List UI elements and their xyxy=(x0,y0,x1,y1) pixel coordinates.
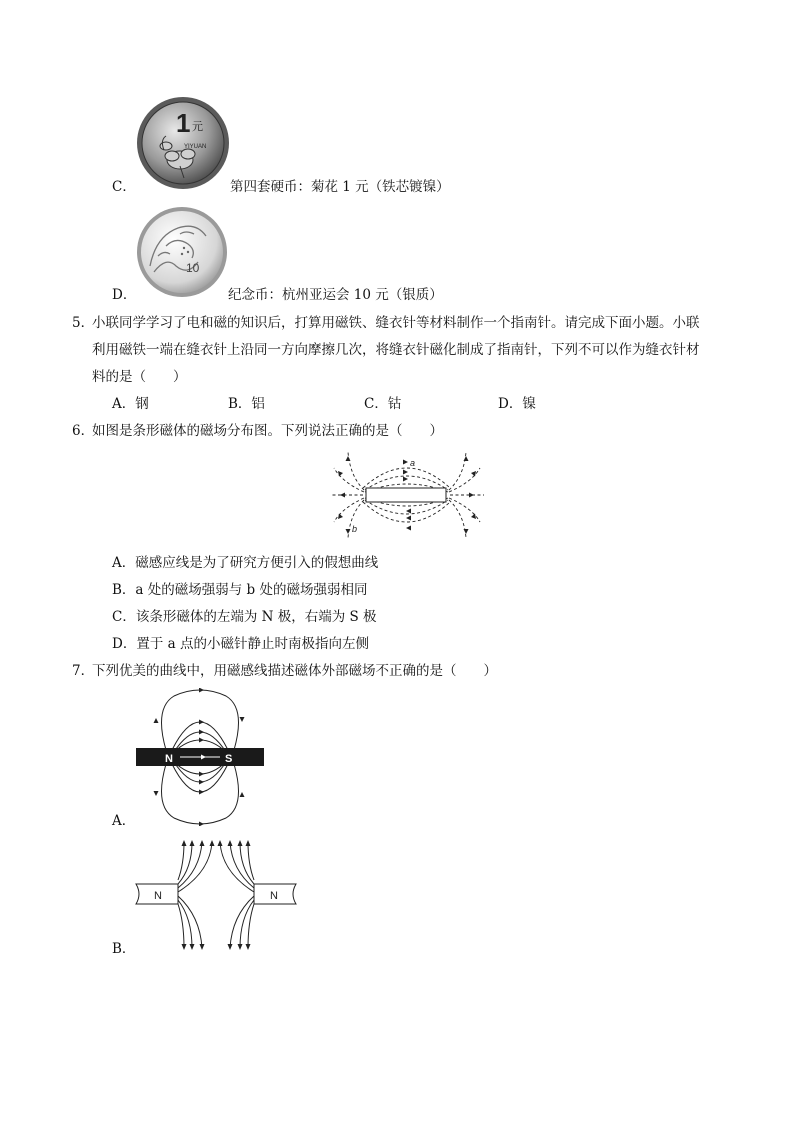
q5-option-b: B．铝 xyxy=(228,396,265,412)
q5-stem-line1: 小联同学学习了电和磁的知识后，打算用磁铁、缝衣针等材料制作一个指南针。请完成下面小题。小联 xyxy=(92,315,700,331)
q7-a-left-pole: N xyxy=(165,753,173,765)
q7-option-b-label: B． xyxy=(112,941,136,957)
q5-stem-line3: 料的是（ ） xyxy=(92,369,187,385)
q6-option-c: C．该条形磁体的左端为 N 极，右端为 S 极 xyxy=(112,609,377,625)
option-d-label: D． xyxy=(112,287,137,303)
q5-option-a: A．钢 xyxy=(112,396,149,412)
option-c-label: C． xyxy=(112,179,136,195)
q6-option-d: D．置于 a 点的小磁针静止时南极指向左侧 xyxy=(112,636,369,652)
q5-option-c: C．钴 xyxy=(364,396,402,412)
q7-a-right-pole: S xyxy=(225,753,233,765)
q6-stem: 如图是条形磁体的磁场分布图。下列说法正确的是（ ） xyxy=(92,423,443,439)
q6-option-b: B．a 处的磁场强弱与 b 处的磁场强弱相同 xyxy=(112,582,368,598)
q7-stem: 下列优美的曲线中，用磁感线描述磁体外部磁场不正确的是（ ） xyxy=(92,663,497,679)
q6-bar-magnet-field-figure xyxy=(328,446,486,544)
q7-number: 7． xyxy=(72,663,95,679)
q5-number: 5． xyxy=(72,315,95,331)
option-c-caption: 第四套硬币：菊花 1 元（铁芯镀镍） xyxy=(230,179,450,195)
q7-option-b-figure xyxy=(134,838,298,954)
coin-d-value: 10 xyxy=(186,261,200,275)
option-d-caption: 纪念币：杭州亚运会 10 元（银质） xyxy=(228,287,443,303)
coin-c-value: 1 xyxy=(176,108,191,138)
q5-stem-line2: 利用磁铁一端在缝衣针上沿同一方向摩擦几次，将缝衣针磁化制成了指南针，下列不可以作为缝衣针材 xyxy=(92,342,700,358)
coin-c-unit: 元 xyxy=(192,121,203,133)
q5-option-d: D．镍 xyxy=(498,396,536,412)
q6-point-b-label: b xyxy=(352,524,358,534)
q7-option-a-figure xyxy=(134,688,266,826)
q6-point-a-label: a xyxy=(410,458,416,468)
option-d-coin xyxy=(136,206,228,298)
q7-b-right-pole: N xyxy=(270,890,278,902)
q6-option-a: A．磁感应线是为了研究方便引入的假想曲线 xyxy=(112,555,379,571)
coin-c-pinyin: YIYUAN xyxy=(184,144,207,150)
q7-b-left-pole: N xyxy=(154,890,162,902)
q6-number: 6． xyxy=(72,423,95,439)
q7-option-a-label: A． xyxy=(112,813,136,829)
option-c-coin xyxy=(136,96,230,190)
